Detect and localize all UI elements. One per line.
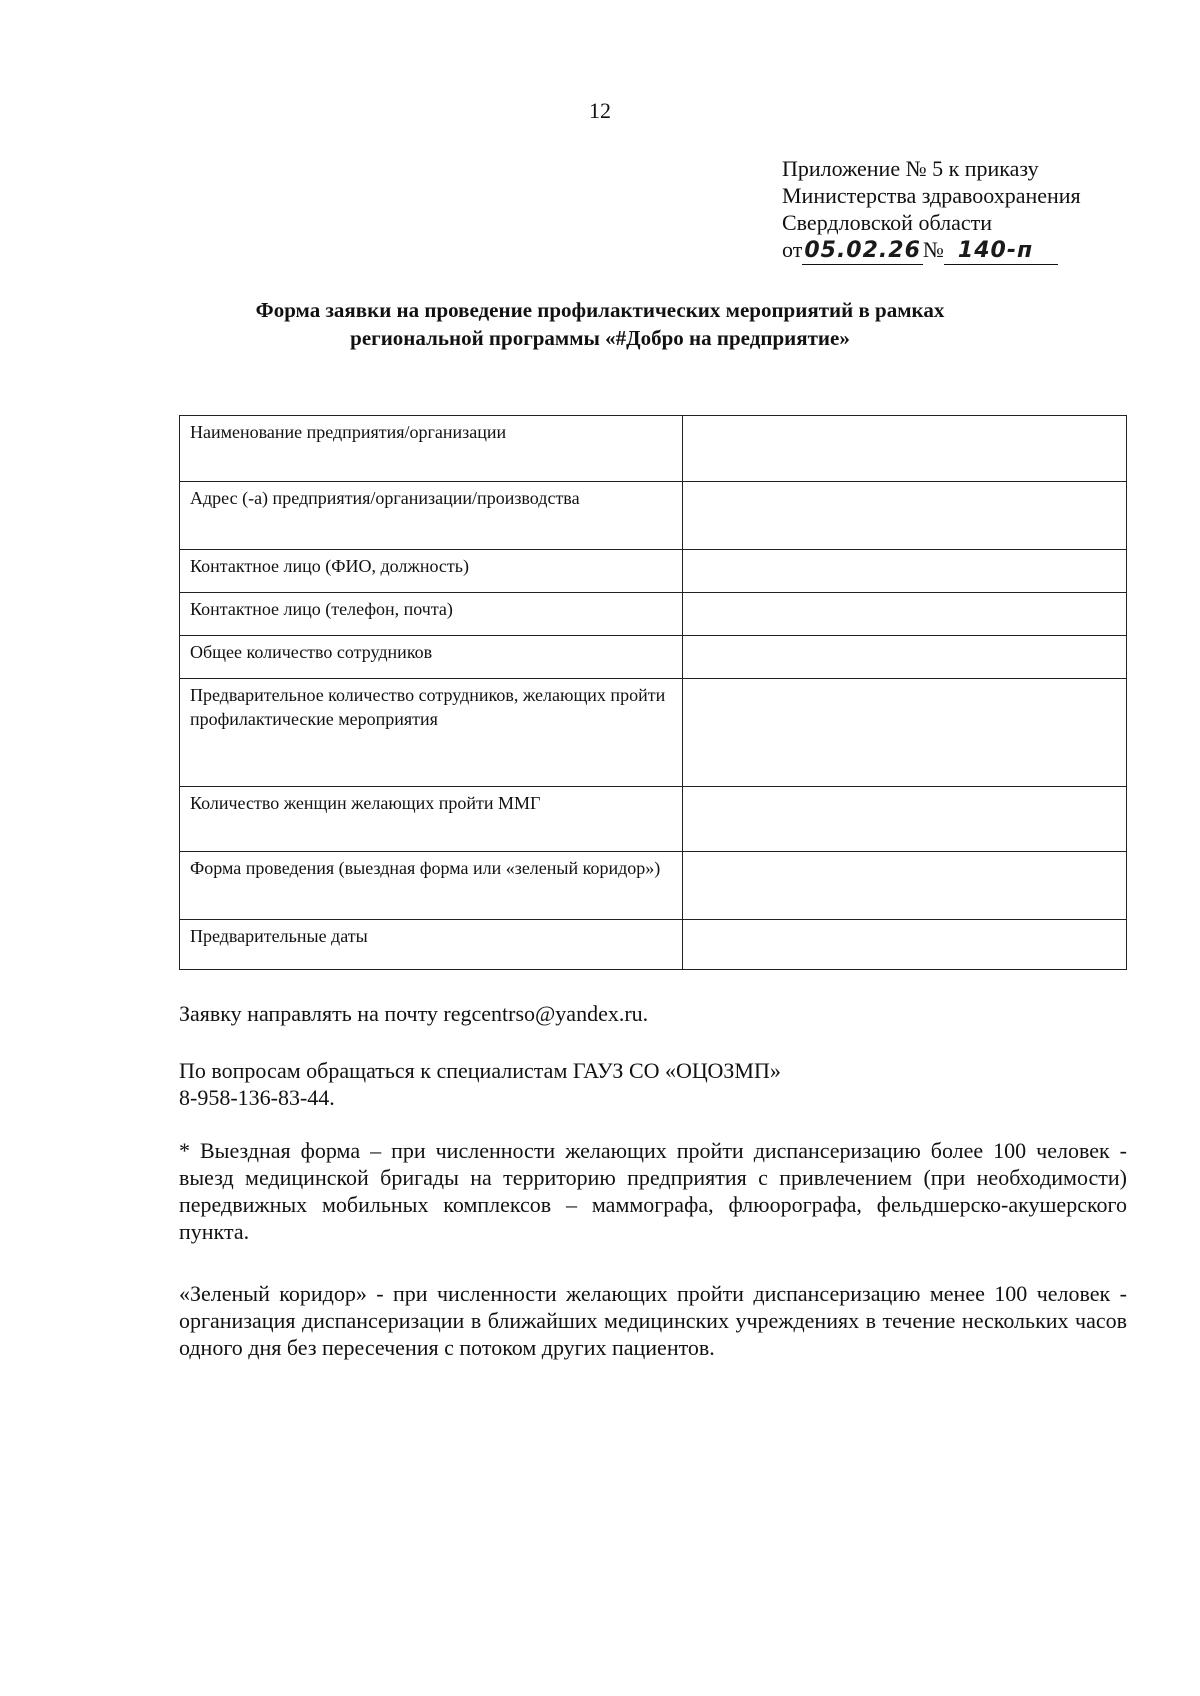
field-total-employees[interactable] — [683, 636, 1127, 679]
handwritten-order-number: 140-п — [944, 237, 1058, 265]
row-label-contact-person: Контактное лицо (ФИО, должность) — [180, 550, 683, 593]
field-willing-employees[interactable] — [683, 679, 1127, 787]
appendix-reference — [782, 155, 1081, 265]
row-label-address: Адрес (-а) предприятия/организации/производства — [180, 482, 683, 550]
contact-text: По вопросам обращаться к специалистам ГАУЗ СО «ОЦОЗМП» — [179, 1058, 781, 1083]
number-prefix: № — [922, 237, 944, 262]
contact-phone: 8-958-136-83-44. — [179, 1085, 335, 1110]
field-organization-name[interactable] — [683, 416, 1127, 482]
appendix-line-3: Свердловской области — [782, 210, 992, 235]
form-title — [0, 296, 1200, 352]
handwritten-date: 05.02.26 — [804, 238, 921, 263]
field-event-form[interactable] — [683, 852, 1127, 920]
page-number: 12 — [589, 98, 611, 123]
field-contact-details[interactable] — [683, 593, 1127, 636]
table-row — [180, 550, 1127, 593]
application-form-table — [179, 415, 1127, 970]
field-preliminary-dates[interactable] — [683, 920, 1127, 970]
table-row — [180, 482, 1127, 550]
row-label-women-mmg: Количество женщин желающих пройти ММГ — [180, 787, 683, 852]
order-date-number-line — [782, 236, 1081, 265]
table-row — [180, 416, 1127, 482]
row-label-total-employees: Общее количество сотрудников — [180, 636, 683, 679]
appendix-line-1: Приложение № 5 к приказу — [782, 156, 1039, 181]
row-label-preliminary-dates: Предварительные даты — [180, 920, 683, 970]
field-women-mmg[interactable] — [683, 787, 1127, 852]
row-label-organization-name: Наименование предприятия/организации — [180, 416, 683, 482]
form-title-line-2: региональной программы «#Добро на предприятие» — [350, 326, 850, 350]
appendix-line-2: Министерства здравоохранения — [782, 183, 1081, 208]
row-label-contact-details: Контактное лицо (телефон, почта) — [180, 593, 683, 636]
form-title-line-1: Форма заявки на проведение профилактических мероприятий в рамках — [255, 298, 945, 322]
table-row — [180, 787, 1127, 852]
row-label-event-form: Форма проведения (выездная форма или «зеленый коридор») — [180, 852, 683, 920]
table-row — [180, 679, 1127, 787]
row-label-willing-employees: Предварительное количество сотрудников, желающих пройти профилактические мероприятия — [180, 679, 683, 787]
send-instruction: Заявку направлять на почту regcentrso@yandex.ru. — [179, 1001, 649, 1026]
field-address[interactable] — [683, 482, 1127, 550]
contact-info — [179, 1057, 1127, 1111]
date-prefix: от — [782, 237, 803, 262]
table-row — [180, 636, 1127, 679]
field-contact-person[interactable] — [683, 550, 1127, 593]
note-green-corridor: «Зеленый коридор» - при численности желающих пройти диспансеризацию менее 100 человек - организация диспансеризации в ближайших медицинских учреждениях в течение нескольких часов одного дня без пересечения с потоком других пациентов. — [179, 1281, 1127, 1360]
table-row — [180, 920, 1127, 970]
table-row — [180, 852, 1127, 920]
table-row — [180, 593, 1127, 636]
note-mobile-form: * Выездная форма – при численности желающих пройти диспансеризацию более 100 человек - выезд медицинской бригады на территорию предприятия с привлечением (при необходимости) передвижных мобильных комплексов – маммографа, флюорографа, фельдшерско-акушерского пункта. — [179, 1138, 1127, 1244]
